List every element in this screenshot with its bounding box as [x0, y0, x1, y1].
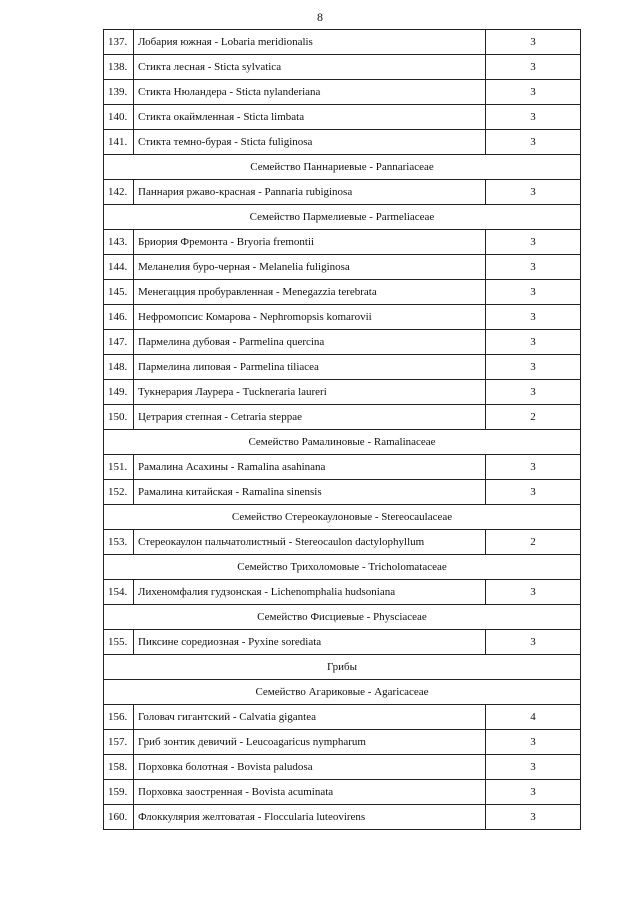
category-value: 3: [486, 355, 581, 380]
row-number: 137.: [104, 30, 134, 55]
species-row: [104, 130, 581, 155]
category-value: 3: [486, 105, 581, 130]
row-number: 147.: [104, 330, 134, 355]
species-row: [104, 55, 581, 80]
species-row: [104, 105, 581, 130]
row-number: 156.: [104, 705, 134, 730]
species-name: Стереокаулон пальчатолистный - Stereocaulon dactylophyllum: [134, 530, 486, 555]
species-row: [104, 755, 581, 780]
row-number: 138.: [104, 55, 134, 80]
row-number: 158.: [104, 755, 134, 780]
species-row: [104, 455, 581, 480]
category-value: 2: [486, 530, 581, 555]
category-value: 3: [486, 330, 581, 355]
species-row: [104, 80, 581, 105]
species-row: [104, 780, 581, 805]
row-number: 159.: [104, 780, 134, 805]
species-row: [104, 280, 581, 305]
species-name: Стикта Нюландера - Sticta nylanderiana: [134, 80, 486, 105]
category-value: 3: [486, 730, 581, 755]
row-number: 152.: [104, 480, 134, 505]
row-number: 150.: [104, 405, 134, 430]
species-name: Цетрария степная - Cetraria steppae: [134, 405, 486, 430]
species-row: [104, 180, 581, 205]
category-value: 3: [486, 380, 581, 405]
species-row: [104, 255, 581, 280]
species-name: Порховка заостренная - Bovista acuminata: [134, 780, 486, 805]
species-name: Тукнерария Лаурера - Tuckneraria laureri: [134, 380, 486, 405]
species-row: [104, 705, 581, 730]
row-number: 141.: [104, 130, 134, 155]
category-value: 3: [486, 255, 581, 280]
category-value: 3: [486, 455, 581, 480]
species-name: Паннария ржаво-красная - Pannaria rubiginosa: [134, 180, 486, 205]
species-table: [103, 29, 581, 830]
species-row: [104, 30, 581, 55]
category-value: 3: [486, 755, 581, 780]
species-row: [104, 230, 581, 255]
category-value: 3: [486, 130, 581, 155]
row-number: 144.: [104, 255, 134, 280]
species-name: Меланелия буро-черная - Melanelia fuliginosa: [134, 255, 486, 280]
species-row: [104, 630, 581, 655]
species-name: Гриб зонтик девичий - Leucoagaricus nympharum: [134, 730, 486, 755]
species-row: [104, 730, 581, 755]
family-header: Семейство Стереокаулоновые - Stereocaulaceae: [104, 505, 581, 530]
family-header-row: [104, 655, 581, 680]
family-header-row: [104, 555, 581, 580]
family-header-row: [104, 155, 581, 180]
category-value: 3: [486, 805, 581, 830]
species-name: Пармелина дубовая - Parmelina quercina: [134, 330, 486, 355]
row-number: 151.: [104, 455, 134, 480]
family-header-row: [104, 205, 581, 230]
category-value: 3: [486, 305, 581, 330]
category-value: 3: [486, 280, 581, 305]
species-name: Порховка болотная - Bovista paludosa: [134, 755, 486, 780]
category-value: 3: [486, 580, 581, 605]
species-row: [104, 405, 581, 430]
row-number: 155.: [104, 630, 134, 655]
row-number: 143.: [104, 230, 134, 255]
species-table-body: [104, 30, 581, 830]
row-number: 149.: [104, 380, 134, 405]
species-name: Рамалина Асахины - Ramalina asahinana: [134, 455, 486, 480]
species-row: [104, 305, 581, 330]
species-name: Стикта лесная - Sticta sylvatica: [134, 55, 486, 80]
row-number: 140.: [104, 105, 134, 130]
family-header: Семейство Пармелиевые - Parmeliaceae: [104, 205, 581, 230]
species-name: Пиксине соредиозная - Pyxine sorediata: [134, 630, 486, 655]
species-row: [104, 480, 581, 505]
species-name: Лихеномфалия гудзонская - Lichenomphalia hudsoniana: [134, 580, 486, 605]
family-header: Семейство Агариковые - Agaricaceae: [104, 680, 581, 705]
species-name: Менегацция пробуравленная - Menegazzia terebrata: [134, 280, 486, 305]
species-name: Флоккулярия желтоватая - Floccularia luteovirens: [134, 805, 486, 830]
row-number: 154.: [104, 580, 134, 605]
category-value: 3: [486, 180, 581, 205]
species-row: [104, 580, 581, 605]
species-name: Лобария южная - Lobaria meridionalis: [134, 30, 486, 55]
row-number: 146.: [104, 305, 134, 330]
row-number: 139.: [104, 80, 134, 105]
species-row: [104, 355, 581, 380]
family-header-row: [104, 430, 581, 455]
family-header-row: [104, 605, 581, 630]
category-value: 3: [486, 30, 581, 55]
category-value: 4: [486, 705, 581, 730]
row-number: 148.: [104, 355, 134, 380]
row-number: 160.: [104, 805, 134, 830]
species-name: Нефромопсис Комарова - Nephromopsis komarovii: [134, 305, 486, 330]
family-header: Семейство Фисциевые - Physciaceae: [104, 605, 581, 630]
species-name: Бриория Фремонта - Bryoria fremontii: [134, 230, 486, 255]
species-row: [104, 530, 581, 555]
category-value: 3: [486, 630, 581, 655]
page-number: 8: [317, 10, 323, 24]
species-name: Рамалина китайская - Ramalina sinensis: [134, 480, 486, 505]
category-value: 2: [486, 405, 581, 430]
category-value: 3: [486, 80, 581, 105]
family-header: Семейство Рамалиновые - Ramalinaceae: [104, 430, 581, 455]
row-number: 145.: [104, 280, 134, 305]
family-header: Семейство Трихоломовые - Tricholomataceae: [104, 555, 581, 580]
category-value: 3: [486, 480, 581, 505]
species-name: Стикта темно-бурая - Sticta fuliginosa: [134, 130, 486, 155]
species-row: [104, 330, 581, 355]
family-header-row: [104, 505, 581, 530]
family-header: Грибы: [104, 655, 581, 680]
family-header-row: [104, 680, 581, 705]
species-row: [104, 380, 581, 405]
species-name: Пармелина липовая - Parmelina tiliacea: [134, 355, 486, 380]
species-name: Головач гигантский - Calvatia gigantea: [134, 705, 486, 730]
row-number: 142.: [104, 180, 134, 205]
row-number: 153.: [104, 530, 134, 555]
category-value: 3: [486, 230, 581, 255]
row-number: 157.: [104, 730, 134, 755]
family-header: Семейство Паннариевые - Pannariaceae: [104, 155, 581, 180]
species-name: Стикта окаймленная - Sticta limbata: [134, 105, 486, 130]
category-value: 3: [486, 55, 581, 80]
species-row: [104, 805, 581, 830]
category-value: 3: [486, 780, 581, 805]
